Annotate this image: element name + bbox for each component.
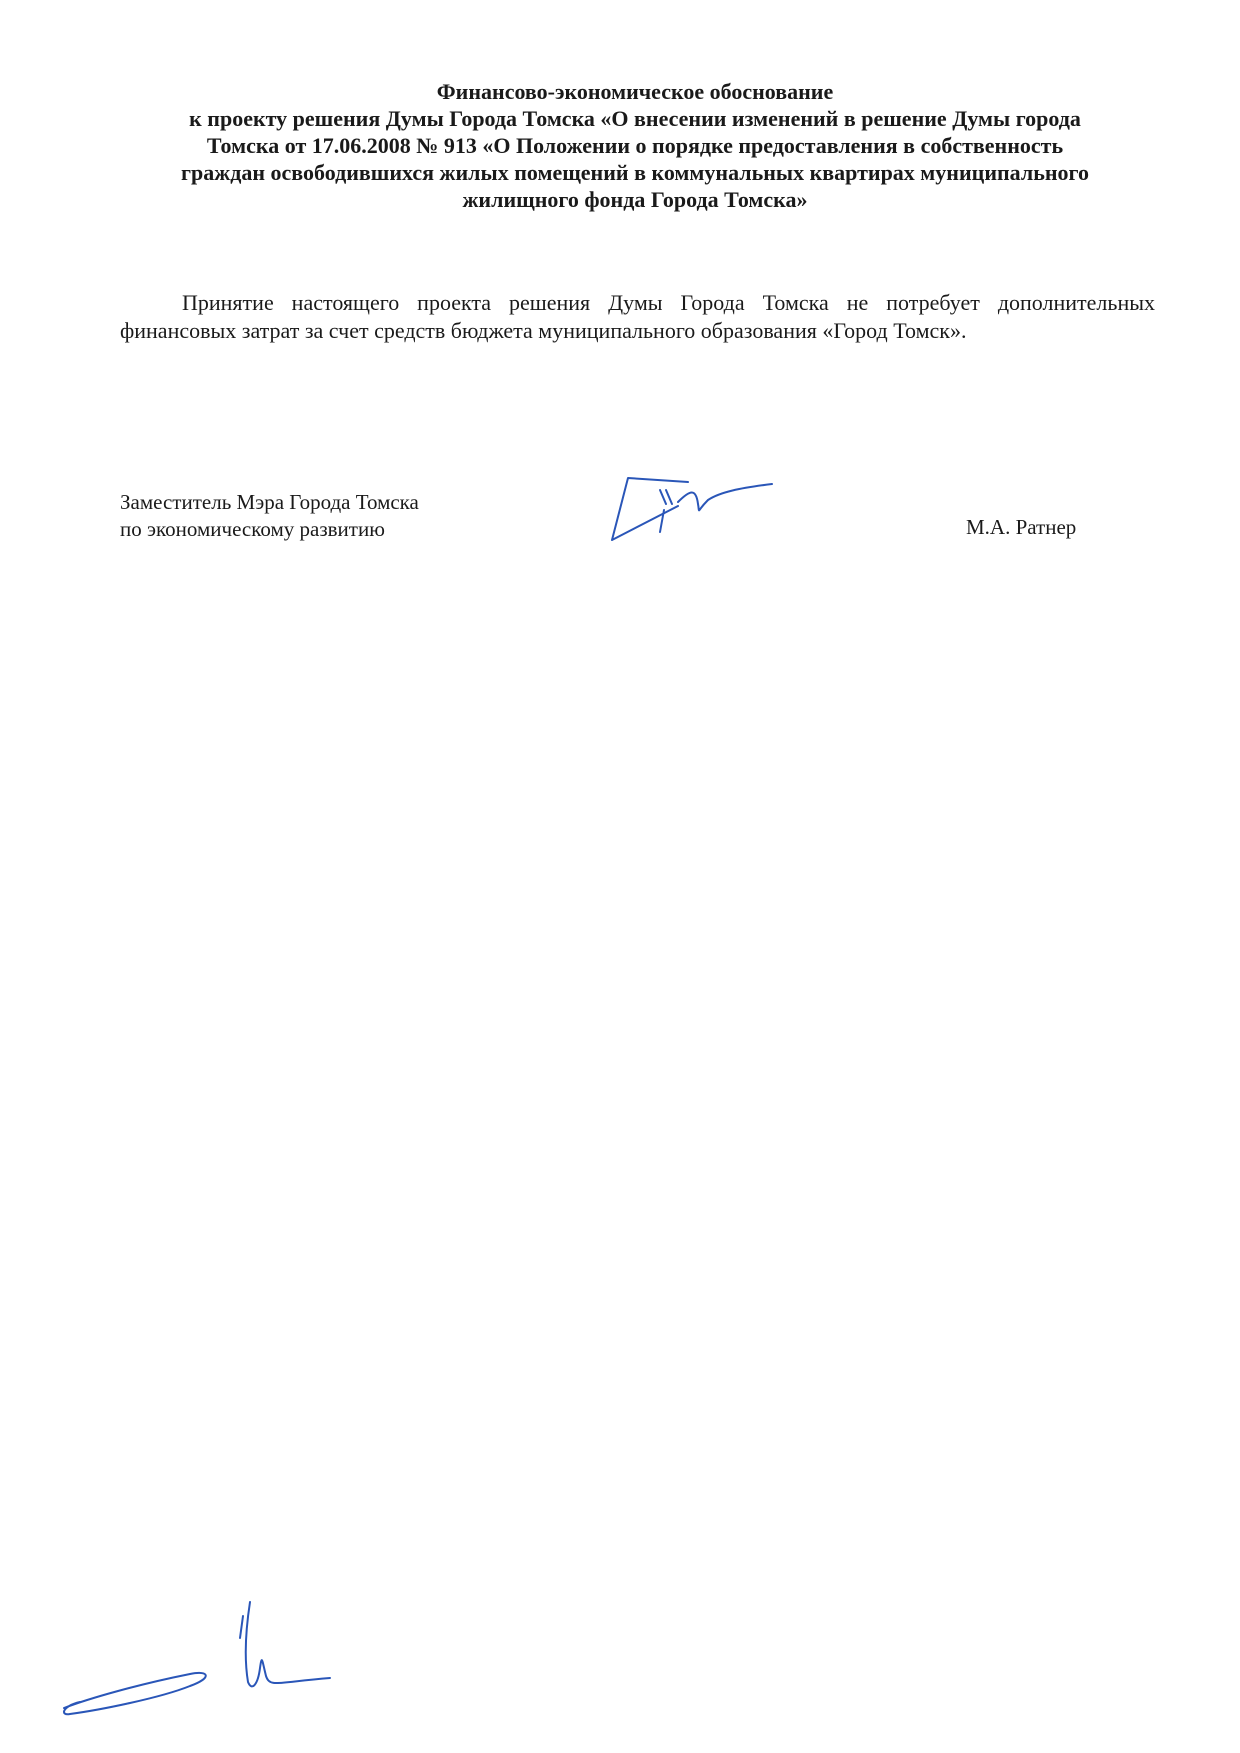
document-title [110,78,1160,213]
signatory-position-line-2: по экономическому развитию [120,517,385,541]
title-line-2: к проекту решения Думы Города Томска «О внесении изменений в решение Думы города [189,106,1081,131]
signatory-position [120,489,419,543]
title-line-3: Томска от 17.06.2008 № 913 «О Положении о порядке предоставления в собственность [206,133,1064,158]
title-line-1: Финансово-экономическое обоснование [436,79,834,104]
title-line-4: граждан освободившихся жилых помещений в коммунальных квартирах муниципального [181,160,1089,185]
handwritten-initials [60,1598,340,1728]
title-line-5: жилищного фонда Города Томска» [462,187,808,212]
signatory-name: М.А. Ратнер [966,515,1077,539]
signatory-position-line-1: Заместитель Мэра Города Томска [120,490,419,514]
body-paragraph: Принятие настоящего проекта решения Думы Города Томска не потребует дополнительных финансовых затрат за счет средств бюджета муниципального образования «Город Томск». [120,290,1155,343]
handwritten-signature [600,470,780,550]
